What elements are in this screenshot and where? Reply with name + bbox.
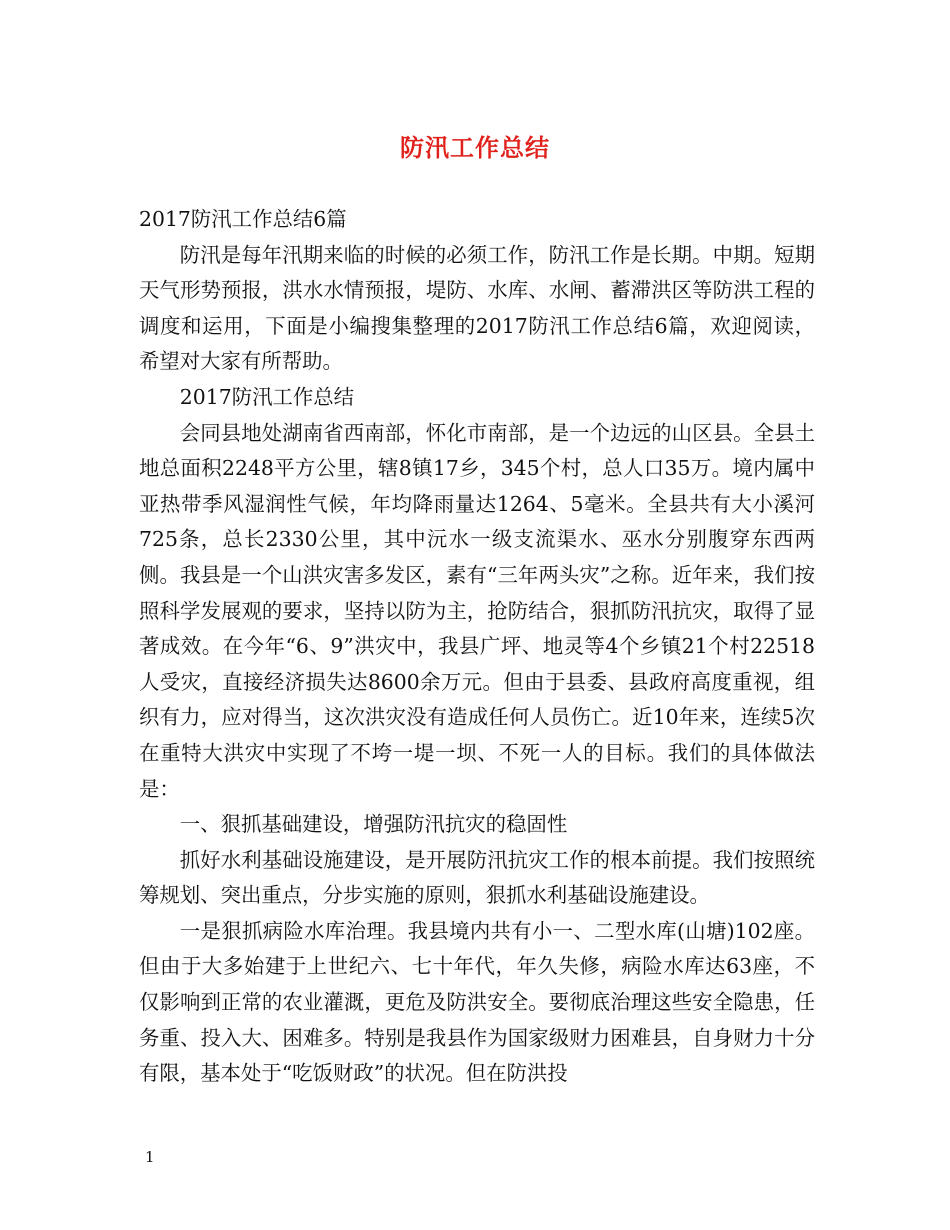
document-body [139, 202, 815, 1092]
section-heading: 2017防汛工作总结 [179, 384, 355, 409]
subsection-heading: 一、狠抓基础建设，增强防汛抗灾的稳固性 [179, 812, 568, 837]
subtitle-paragraph: 2017防汛工作总结6篇 [139, 207, 347, 231]
document-title: 防汛工作总结 [400, 134, 550, 162]
body-paragraph: 一是狠抓病险水库治理。我县境内共有小一、二型水库(山塘)102座。但由于大多始建于上世纪六、七十年代，年久失修，病险水库达63座，不仅影响到正常的农业灌溉，更危及防洪安全。要彻底治理这些安全隐患，任务重、投入大、困难多。特别是我县作为国家级财力困难县，自身财力十分有限，基本处于“吃饭财政”的状况。但在防洪投 [139, 918, 815, 1086]
page-number: 1 [145, 1148, 155, 1166]
intro-paragraph: 防汛是每年汛期来临的时候的必须工作，防汛工作是长期。中期。短期天气形势预报，洪水水情预报，堤防、水库、水闸、蓄滞洪区等防洪工程的调度和运用，下面是小编搜集整理的2017防汛工作总结6篇，欢迎阅读，希望对大家有所帮助。 [139, 242, 815, 374]
body-paragraph: 抓好水利基础设施建设，是开展防汛抗灾工作的根本前提。我们按照统筹规划、突出重点，分步实施的原则，狠抓水利基础设施建设。 [139, 847, 815, 908]
body-paragraph: 会同县地处湖南省西南部，怀化市南部，是一个边远的山区县。全县土地总面积2248平方公里，辖8镇17乡，345个村，总人口35万。境内属中亚热带季风湿润性气候，年均降雨量达1264、5毫米。全县共有大小溪河725条，总长2330公里，其中沅水一级支流渠水、巫水分别腹穿东西两侧。我县是一个山洪灾害多发区，素有“三年两头灾”之称。近年来，我们按照科学发展观的要求，坚持以防为主，抢防结合，狠抓防汛抗灾，取得了显著成效。在今年“6、9”洪灾中，我县广坪、地灵等4个乡镇21个村22518人受灾，直接经济损失达8600余万元。但由于县委、县政府高度重视，组织有力，应对得当，这次洪灾没有造成任何人员伤亡。近10年来，连续5次在重特大洪灾中实现了不垮一堤一坝、不死一人的目标。我们的具体做法是： [139, 420, 815, 801]
